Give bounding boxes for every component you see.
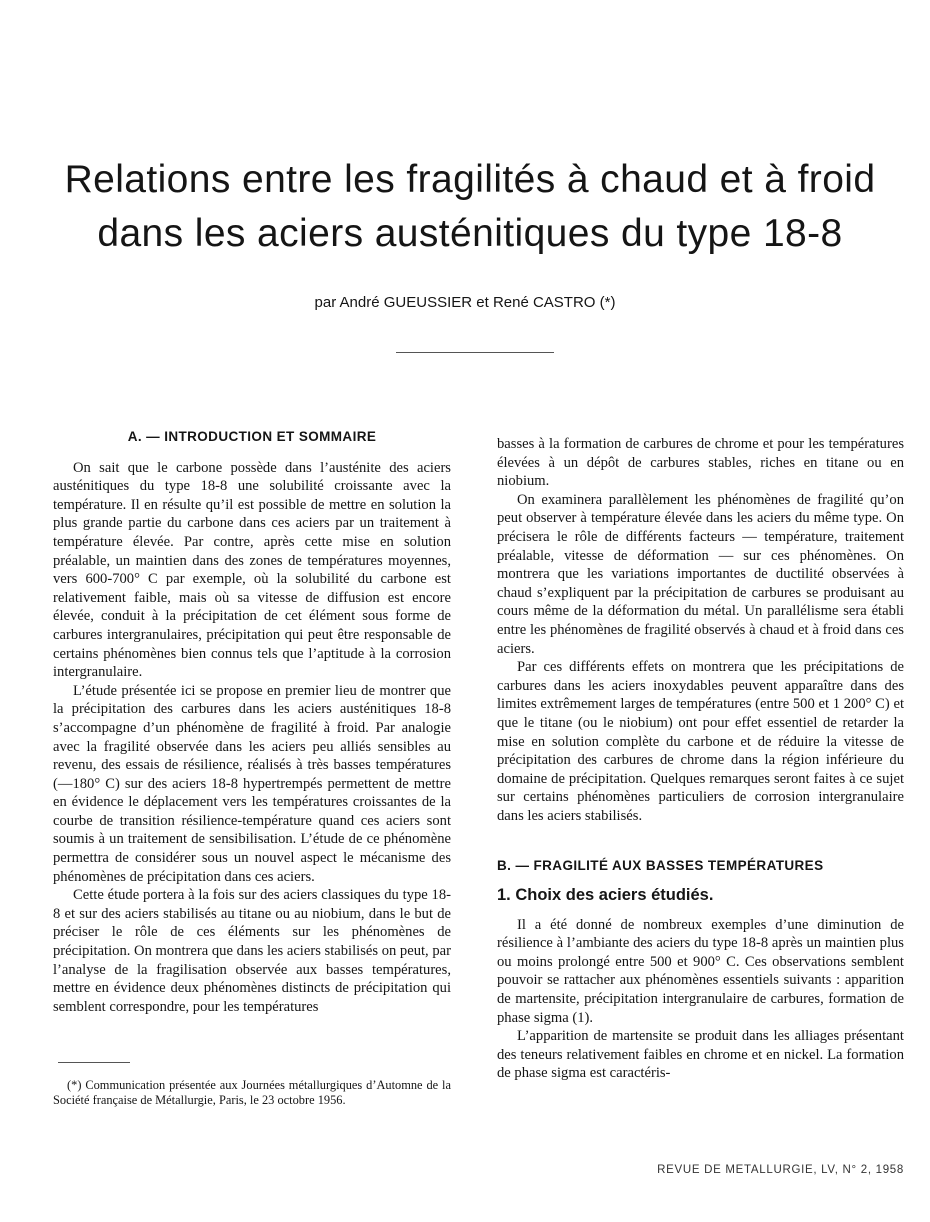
section-b-heading: B. — FRAGILITÉ AUX BASSES TEMPÉRATURES (497, 858, 824, 874)
title-separator-rule (396, 352, 554, 353)
right-column (497, 435, 904, 1083)
section-b-paragraph: Il a été donné de nombreux exemples d’une diminution de résilience à l’ambiante des aciers du type 18-8 après un maintien plus ou moins prolongé entre 500 et 900° C. Ces observations semblent pouvoir se rattacher aux phénomènes essentiels suivants : apparition de martensite, précipitation intergranulaire de carbures, formation de phase sigma (1). (497, 916, 904, 1026)
section-a-paragraph: On sait que le carbone possède dans l’austénite des aciers austénitiques du type 18-8 une solubilité croissante avec la température. Il en résulte qu’il est possible de mettre en solution la plus grande partie du carbone dans ces aciers par un traitement à température élevée. Par contre, après cette mise en solution préalable, un maintien dans des zones de températures moyennes, vers 600-700° C par exemple, où la solubilité du carbone est relativement faible, mais où sa vitesse de diffusion est encore élevée, conduit à la précipitation de cet élément sous forme de carbures intergranulaires, précipitation qui peut être responsable de certains phénomènes bien connus tels que l’aptitude à la corrosion intergranulaire. (53, 459, 451, 681)
author-byline: par André GUEUSSIER et René CASTRO (*) (314, 294, 616, 311)
footnote (53, 1078, 451, 1108)
section-b-subheading: 1. Choix des aciers étudiés. (497, 886, 714, 905)
section-a-paragraph: Cette étude portera à la fois sur des aciers classiques du type 18-8 et sur des aciers stabilisés au titane ou au niobium, dans le but de préciser le rôle de ces éléments sur les phénomènes de précipitation. On montrera que dans les aciers stabilisés on peut, par l’analyse de la fragilisation observée aux basses températures, mettre en évidence deux phénomènes distincts de précipitation qui semblent correspondre, pour les températures (53, 887, 451, 1015)
footnote-text: (*) Communication présentée aux Journées métallurgiques d’Automne de la Société française de Métallurgie, Paris, le 23 octobre 1956. (53, 1078, 451, 1107)
section-a-paragraph: L’étude présentée ici se propose en premier lieu de montrer que la précipitation des carbures dans les aciers austénitiques 18-8 s’accompagne d’un phénomène de fragilité à froid. Par analogie avec la fragilité observée dans les aciers peu alliés sensibles au revenu, des essais de résilience, réalisés à très basses températures (—180° C) sur des aciers 18-8 hypertrempés permettent de mettre en évidence le déplacement vers les températures croissantes de la courbe de transition résilience-température quand ces aciers sont soumis à un traitement de sensibilisation. L’étude de ce phénomène permettra de considérer sous un nouvel aspect le mécanisme des phénomènes de précipitation dans ces aciers. (53, 682, 451, 885)
continued-paragraph: basses à la formation de carbures de chrome et pour les températures élevées à un dépôt de carbures stables, riches en titane ou en niobium. (497, 436, 904, 490)
right-column-paragraph: On examinera parallèlement les phénomènes de fragilité qu’on peut observer à température élevée dans les aciers du même type. On précisera le rôle de différents facteurs — température, traitement préalable, vitesse de déformation — sur ces phénomènes. On montrera que les variations importantes de ductilité observées à chaud s’expliquent par la précipitation de carbures se produisant au cours même de la déformation du métal. Un parallélisme sera établi entre les phénomènes de fragilité observés à chaud et à froid dans ces aciers. (497, 491, 904, 657)
journal-reference: REVUE DE METALLURGIE, LV, N° 2, 1958 (657, 1164, 904, 1176)
section-a-heading: A. — INTRODUCTION ET SOMMAIRE (127, 429, 377, 444)
article-title-line-2: dans les aciers austénitiques du type 18-8 (97, 212, 843, 255)
section-b-paragraph: L’apparition de martensite se produit dans les alliages présentant des teneurs relativement faibles en chrome et en nickel. La formation de phase sigma est caractéris- (497, 1028, 904, 1082)
article-title-line-1: Relations entre les fragilités à chaud et à froid (64, 158, 876, 201)
right-column-paragraph: Par ces différents effets on montrera que les précipitations de carbures dans les aciers inoxydables peuvent apparaître dans des limites extrêmement larges de températures (entre 500 et 1 200° C) et que le titane (ou le niobium) ont pour effet essentiel de retarder la mise en solution complète du carbone et de réduire la vitesse de précipitation des carbures de chrome dans la région inférieure du domaine de précipitation. Quelques remarques seront faites à ce sujet sur certains phénomènes particuliers de corrosion intergranulaire dans les aciers stabilisés. (497, 659, 904, 824)
footnote-rule (58, 1062, 130, 1063)
left-column (53, 428, 451, 1016)
